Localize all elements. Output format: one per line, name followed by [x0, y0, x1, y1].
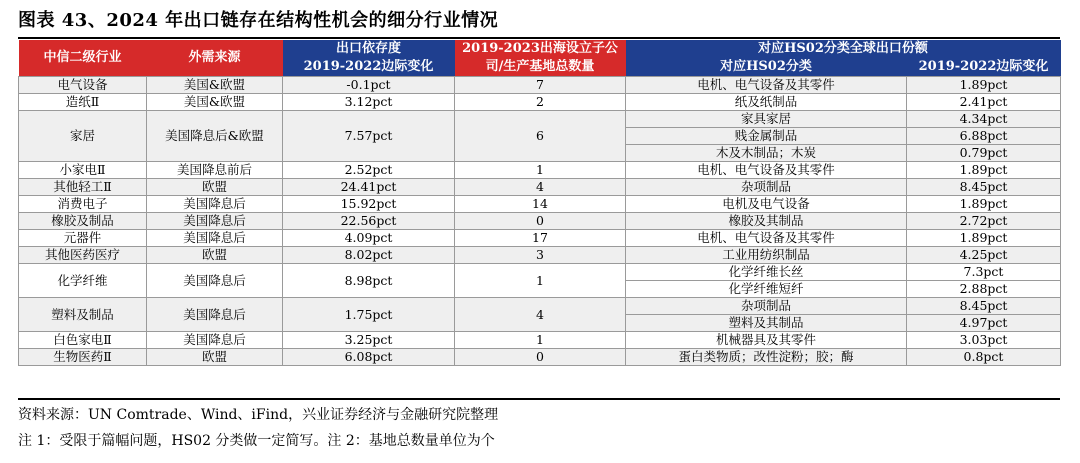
source-cell: 美国降息后: [147, 196, 283, 213]
industry-cell: 橡胶及制品: [19, 213, 147, 230]
bases-cell: 1: [455, 162, 626, 179]
hs-category-cell: 化学纤维长丝: [626, 264, 907, 281]
industry-table: [18, 40, 1061, 366]
header-hs-group: 对应HS02分类全球出口份额: [626, 40, 1061, 59]
hs-category-cell: 电机、电气设备及其零件: [626, 162, 907, 179]
industry-cell: 其他轻工Ⅱ: [19, 179, 147, 196]
bases-cell: 1: [455, 332, 626, 349]
hs-change-cell: 1.89pct: [907, 77, 1061, 94]
source-cell: 欧盟: [147, 247, 283, 264]
hs-change-cell: 8.45pct: [907, 179, 1061, 196]
industry-cell: 塑料及制品: [19, 298, 147, 332]
hs-category-cell: 贱金属制品: [626, 128, 907, 145]
table-row: [19, 213, 1061, 230]
hs-change-cell: 7.3pct: [907, 264, 1061, 281]
industry-cell: 家居: [19, 111, 147, 162]
header-dependency-sub: 2019-2022边际变化: [283, 59, 455, 77]
industry-cell: 消费电子: [19, 196, 147, 213]
hs-category-cell: 纸及纸制品: [626, 94, 907, 111]
remark-note: 注 1：受限于篇幅问题，HS02 分类做一定简写。注 2：基地总数量单位为个: [18, 433, 495, 449]
bases-cell: 1: [455, 264, 626, 298]
header-bases-line1: 2019-2023出海设立子公: [455, 40, 626, 59]
hs-category-cell: 杂项制品: [626, 179, 907, 196]
table-row: [19, 247, 1061, 264]
hs-category-cell: 橡胶及其制品: [626, 213, 907, 230]
hs-change-cell: 1.89pct: [907, 230, 1061, 247]
source-cell: 美国降息后: [147, 230, 283, 247]
dependency-cell: 8.02pct: [283, 247, 455, 264]
source-cell: 美国降息后: [147, 298, 283, 332]
hs-change-cell: 2.88pct: [907, 281, 1061, 298]
source-note: 资料来源：UN Comtrade、Wind、iFind，兴业证券经济与金融研究院整理: [18, 407, 499, 423]
source-cell: 美国降息前后: [147, 162, 283, 179]
industry-cell: 化学纤维: [19, 264, 147, 298]
dependency-cell: 4.09pct: [283, 230, 455, 247]
dependency-cell: 6.08pct: [283, 349, 455, 366]
industry-cell: 电气设备: [19, 77, 147, 94]
hs-category-cell: 家具家居: [626, 111, 907, 128]
source-cell: 美国降息后: [147, 332, 283, 349]
bases-cell: 0: [455, 213, 626, 230]
hs-change-cell: 2.72pct: [907, 213, 1061, 230]
industry-cell: 小家电Ⅱ: [19, 162, 147, 179]
table-row: [19, 111, 1061, 128]
table-row: [19, 162, 1061, 179]
hs-category-cell: 化学纤维短纤: [626, 281, 907, 298]
dependency-cell: 24.41pct: [283, 179, 455, 196]
source-cell: 美国降息后&欧盟: [147, 111, 283, 162]
hs-category-cell: 木及木制品；木炭: [626, 145, 907, 162]
top-rule: [18, 37, 1060, 39]
table-row: [19, 77, 1061, 94]
hs-change-cell: 8.45pct: [907, 298, 1061, 315]
hs-change-cell: 2.41pct: [907, 94, 1061, 111]
table-row: [19, 298, 1061, 315]
hs-change-cell: 4.25pct: [907, 247, 1061, 264]
bases-cell: 14: [455, 196, 626, 213]
hs-category-cell: 电机、电气设备及其零件: [626, 230, 907, 247]
header-hs-change: 2019-2022边际变化: [907, 59, 1061, 77]
bases-cell: 0: [455, 349, 626, 366]
table-row: [19, 196, 1061, 213]
bases-cell: 4: [455, 179, 626, 196]
bases-cell: 2: [455, 94, 626, 111]
industry-cell: 生物医药Ⅱ: [19, 349, 147, 366]
table-row: [19, 94, 1061, 111]
industry-cell: 其他医药医疗: [19, 247, 147, 264]
dependency-cell: 7.57pct: [283, 111, 455, 162]
table-row: [19, 264, 1061, 281]
header-source: 外需来源: [147, 40, 283, 77]
bottom-rule: [18, 398, 1060, 400]
source-cell: 美国&欧盟: [147, 94, 283, 111]
table-row: [19, 230, 1061, 247]
dependency-cell: -0.1pct: [283, 77, 455, 94]
hs-change-cell: 4.34pct: [907, 111, 1061, 128]
header-industry: 中信二级行业: [19, 40, 147, 77]
hs-category-cell: 电机、电气设备及其零件: [626, 77, 907, 94]
dependency-cell: 2.52pct: [283, 162, 455, 179]
source-cell: 美国降息后: [147, 213, 283, 230]
hs-category-cell: 机械器具及其零件: [626, 332, 907, 349]
hs-change-cell: 6.88pct: [907, 128, 1061, 145]
header-dependency: 出口依存度: [283, 40, 455, 59]
industry-cell: 造纸Ⅱ: [19, 94, 147, 111]
source-cell: 美国&欧盟: [147, 77, 283, 94]
hs-category-cell: 蛋白类物质；改性淀粉；胶；酶: [626, 349, 907, 366]
source-cell: 美国降息后: [147, 264, 283, 298]
bases-cell: 6: [455, 111, 626, 162]
dependency-cell: 3.12pct: [283, 94, 455, 111]
hs-change-cell: 1.89pct: [907, 162, 1061, 179]
source-cell: 欧盟: [147, 349, 283, 366]
bases-cell: 4: [455, 298, 626, 332]
hs-change-cell: 0.8pct: [907, 349, 1061, 366]
industry-cell: 白色家电Ⅱ: [19, 332, 147, 349]
dependency-cell: 15.92pct: [283, 196, 455, 213]
bases-cell: 3: [455, 247, 626, 264]
header-bases-line2: 司/生产基地总数量: [455, 59, 626, 77]
dependency-cell: 3.25pct: [283, 332, 455, 349]
hs-category-cell: 塑料及其制品: [626, 315, 907, 332]
header-hs-category: 对应HS02分类: [626, 59, 907, 77]
dependency-cell: 1.75pct: [283, 298, 455, 332]
hs-change-cell: 4.97pct: [907, 315, 1061, 332]
dependency-cell: 22.56pct: [283, 213, 455, 230]
hs-category-cell: 工业用纺织制品: [626, 247, 907, 264]
hs-change-cell: 0.79pct: [907, 145, 1061, 162]
dependency-cell: 8.98pct: [283, 264, 455, 298]
table-row: [19, 179, 1061, 196]
bases-cell: 17: [455, 230, 626, 247]
source-cell: 欧盟: [147, 179, 283, 196]
table-body: [19, 77, 1061, 366]
table-row: [19, 332, 1061, 349]
figure-title: 图表 43、2024 年出口链存在结构性机会的细分行业情况: [18, 10, 499, 31]
table-row: [19, 349, 1061, 366]
hs-category-cell: 杂项制品: [626, 298, 907, 315]
hs-change-cell: 3.03pct: [907, 332, 1061, 349]
bases-cell: 7: [455, 77, 626, 94]
industry-cell: 元器件: [19, 230, 147, 247]
hs-category-cell: 电机及电气设备: [626, 196, 907, 213]
hs-change-cell: 1.89pct: [907, 196, 1061, 213]
